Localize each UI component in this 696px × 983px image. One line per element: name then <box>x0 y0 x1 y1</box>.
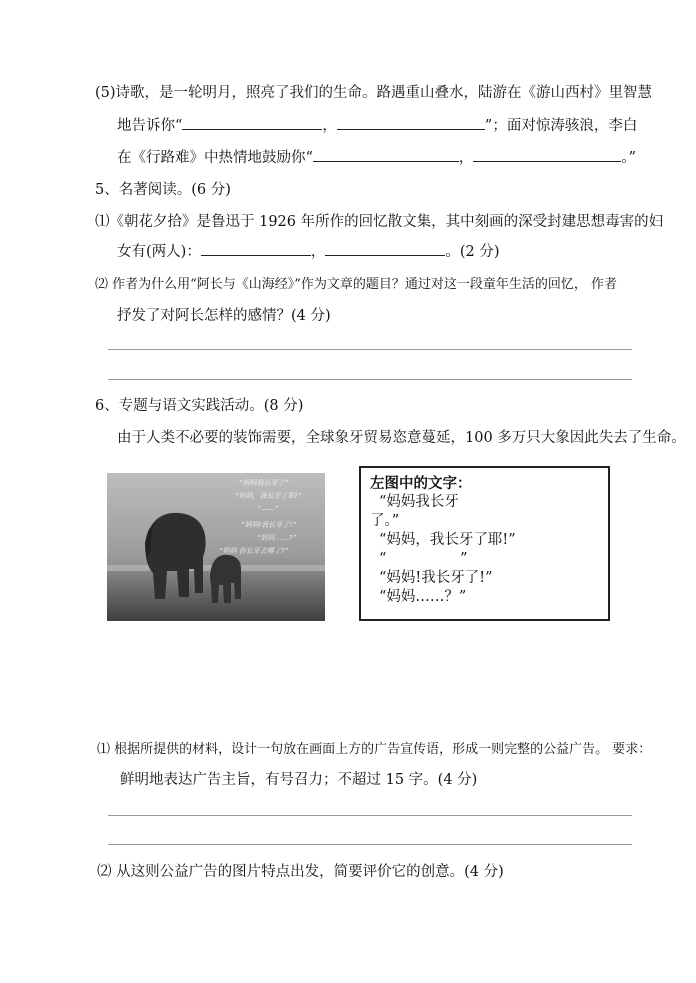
answer-line[interactable] <box>108 815 632 816</box>
poem-question-line2 <box>117 114 637 135</box>
poem-line3-separator: ， <box>458 150 474 166</box>
text-box-title: 左图中的文字： <box>370 475 472 492</box>
elephant-illustration <box>107 473 325 621</box>
text-box-line: “ ” <box>379 551 468 567</box>
question5-heading: 5、名著阅读。(6 分) <box>95 182 231 198</box>
question5-sub1-line2 <box>117 240 499 261</box>
answer-blank[interactable] <box>337 115 485 130</box>
poem-question-line1: (5)诗歌，是一轮明月，照亮了我们的生命。路遇重山叠水，陆游在《游山西村》里智慧 <box>95 85 653 101</box>
poem-question-line3 <box>117 146 636 167</box>
question6-heading: 6、专题与语文实践活动。(8 分) <box>95 398 304 414</box>
answer-blank[interactable] <box>313 147 459 162</box>
answer-blank[interactable] <box>473 147 621 162</box>
question6-sub1-line1: ⑴ 根据所提供的材料，设计一句放在画面上方的广告宣传语，形成一则完整的公益广告。 要求： <box>97 742 652 757</box>
poem-line3-prefix: 在《行路难》中热情地鼓励你“ <box>117 150 313 166</box>
photo-overlay-text: “妈妈，我长牙了耶!” <box>235 492 302 500</box>
photo-overlay-text: “妈妈 你长牙去哪了?” <box>219 547 289 555</box>
sub1-separator: ， <box>310 244 326 260</box>
elephant-photo <box>107 473 325 621</box>
photo-overlay-text: “妈妈!我长牙了!” <box>241 521 296 529</box>
poem-line2-separator: ， <box>322 118 337 134</box>
question5-sub1-line1: ⑴《朝花夕拾》是鲁迅于 1926 年所作的回忆散文集，其中刻画的深受封建思想毒害的妇 <box>95 214 664 230</box>
answer-line[interactable] <box>108 844 632 845</box>
sub1-line2-prefix: 女有(两人)： <box>117 244 201 260</box>
answer-blank[interactable] <box>182 115 322 130</box>
poem-line3-suffix: 。” <box>621 150 637 166</box>
text-box-line: 了。” <box>370 513 400 529</box>
text-box-line: “妈妈，我长牙了耶!” <box>379 532 516 548</box>
poem-line2-suffix: ”；面对惊涛骇浪，李白 <box>484 118 638 134</box>
photo-overlay-text: “——” <box>257 505 279 513</box>
question6-intro: 由于人类不必要的装饰需要，全球象牙贸易恣意蔓延，100 多万只大象因此失去了生命。 <box>117 430 686 446</box>
answer-line[interactable] <box>108 379 632 380</box>
answer-line[interactable] <box>108 349 632 350</box>
poem-line2-prefix: 地告诉你“ <box>117 118 183 134</box>
image-text-box <box>359 466 610 621</box>
photo-overlay-text: “妈妈……?” <box>257 534 296 542</box>
question6-sub2-line1: ⑵ 从这则公益广告的图片特点出发，简要评价它的创意。(4 分) <box>97 864 504 880</box>
question6-sub1-line2: 鲜明地表达广告主旨，有号召力；不超过 15 字。(4 分) <box>120 772 478 788</box>
answer-blank[interactable] <box>201 241 311 256</box>
text-box-line: “妈妈我长牙 <box>379 494 459 510</box>
text-box-line: “妈妈!我长牙了!” <box>379 570 493 586</box>
sub1-suffix: 。(2 分) <box>445 244 500 260</box>
question5-sub2-line1: ⑵ 作者为什么用“阿长与《山海经》”作为文章的题目？通过对这一段童年生活的回忆， 作者 <box>95 277 618 292</box>
answer-blank[interactable] <box>325 241 445 256</box>
photo-overlay-text: “妈妈我长牙了” <box>239 479 289 487</box>
text-box-line: “妈妈……？” <box>379 589 467 605</box>
question5-sub2-line2: 抒发了对阿长怎样的感情？(4 分) <box>117 308 331 324</box>
